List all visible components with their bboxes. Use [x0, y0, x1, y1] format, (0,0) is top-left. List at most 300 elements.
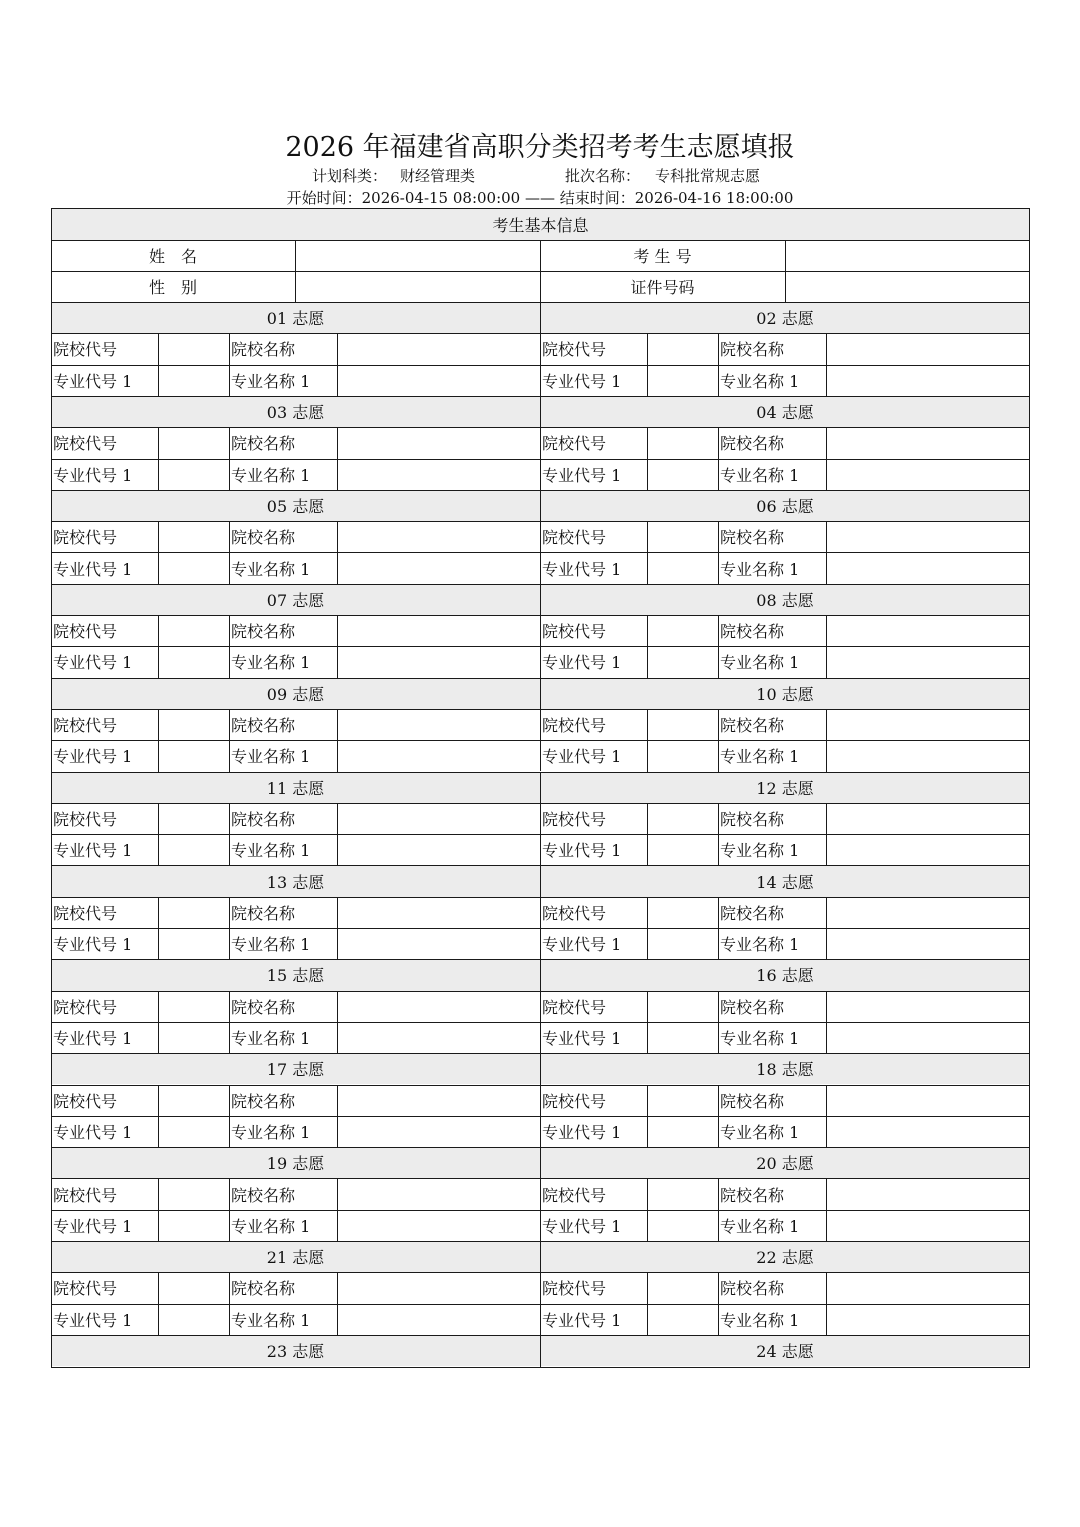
grid-line [718, 897, 719, 960]
major-code-label: 专业代号 1 [53, 841, 133, 861]
school-code-label: 院校代号 [542, 1091, 607, 1111]
grid-line [229, 991, 230, 1054]
grid-line [540, 584, 541, 678]
grid-line [51, 552, 1030, 553]
choice-header: 21 志愿 [51, 1241, 540, 1272]
grid-line [540, 959, 541, 1053]
major-name-label: 专业名称 1 [231, 935, 311, 955]
choice-header: 10 志愿 [540, 678, 1030, 709]
name-label: 姓 名 [148, 247, 197, 266]
school-name-input[interactable] [337, 615, 540, 646]
school-name-label: 院校名称 [720, 528, 785, 548]
grid-line [51, 365, 1030, 366]
major-code-input[interactable] [158, 740, 229, 771]
major-code-label: 专业代号 1 [542, 747, 622, 767]
application-form [51, 208, 1030, 1368]
major-code-input[interactable] [158, 459, 229, 490]
major-name-input[interactable] [337, 459, 540, 490]
major-name-input[interactable] [826, 552, 1030, 583]
school-code-input[interactable] [158, 897, 229, 928]
school-name-input[interactable] [337, 991, 540, 1022]
major-name-label: 专业名称 1 [720, 1029, 800, 1049]
school-code-input[interactable] [158, 615, 229, 646]
school-code-label: 院校代号 [542, 434, 607, 454]
grid-line [158, 333, 159, 396]
grid-line [158, 1178, 159, 1241]
major-name-input[interactable] [337, 646, 540, 677]
choice-header: 04 志愿 [540, 396, 1030, 427]
grid-line [647, 709, 648, 772]
grid-line [158, 427, 159, 490]
grid-line [229, 333, 230, 396]
grid-line [229, 521, 230, 584]
school-name-input[interactable] [826, 427, 1030, 458]
major-name-label: 专业名称 1 [720, 747, 800, 767]
plan-label: 计划科类： [312, 167, 388, 185]
school-code-input[interactable] [647, 1178, 718, 1209]
school-code-label: 院校代号 [53, 903, 118, 923]
school-name-label: 院校名称 [231, 622, 296, 642]
major-code-label: 专业代号 1 [542, 1310, 622, 1330]
grid-line [51, 1304, 1030, 1305]
major-code-label: 专业代号 1 [53, 465, 133, 485]
major-code-input[interactable] [158, 646, 229, 677]
grid-line [718, 333, 719, 396]
grid-line [647, 1085, 648, 1148]
grid-line [718, 991, 719, 1054]
grid-line [158, 991, 159, 1054]
school-name-input[interactable] [826, 521, 1030, 552]
choice-header: 06 志愿 [540, 490, 1030, 521]
grid-line [337, 1085, 338, 1148]
grid-line [718, 427, 719, 490]
grid-line [826, 615, 827, 678]
school-code-label: 院校代号 [53, 434, 118, 454]
school-name-input[interactable] [826, 803, 1030, 834]
school-name-input[interactable] [337, 1272, 540, 1303]
school-code-label: 院校代号 [53, 622, 118, 642]
school-code-label: 院校代号 [542, 1185, 607, 1205]
grid-line [229, 1178, 230, 1241]
major-name-label: 专业名称 1 [720, 935, 800, 955]
grid-line [51, 834, 1030, 835]
major-name-input[interactable] [826, 1022, 1030, 1053]
major-code-label: 专业代号 1 [542, 935, 622, 955]
school-code-input[interactable] [158, 1178, 229, 1209]
grid-line [158, 521, 159, 584]
choice-header: 13 志愿 [51, 865, 540, 896]
major-code-input[interactable] [158, 1116, 229, 1147]
school-code-label: 院校代号 [542, 528, 607, 548]
grid-line [51, 740, 1030, 741]
grid-line [540, 1147, 541, 1241]
school-name-label: 院校名称 [720, 1091, 785, 1111]
grid-line [337, 427, 338, 490]
grid-line [337, 1272, 338, 1335]
school-name-label: 院校名称 [231, 1185, 296, 1205]
school-name-input[interactable] [337, 521, 540, 552]
choice-header: 05 志愿 [51, 490, 540, 521]
grid-line [51, 1022, 1030, 1023]
school-code-input[interactable] [647, 521, 718, 552]
major-code-input[interactable] [158, 834, 229, 865]
choice-header: 07 志愿 [51, 584, 540, 615]
school-code-label: 院校代号 [53, 528, 118, 548]
grid-line [229, 1272, 230, 1335]
major-name-label: 专业名称 1 [720, 1122, 800, 1142]
choice-header: 24 志愿 [540, 1335, 1030, 1366]
school-name-label: 院校名称 [720, 903, 785, 923]
school-name-label: 院校名称 [231, 528, 296, 548]
grid-line [540, 240, 541, 302]
school-code-input[interactable] [647, 615, 718, 646]
grid-line [647, 615, 648, 678]
school-name-input[interactable] [337, 803, 540, 834]
major-code-input[interactable] [647, 928, 718, 959]
school-name-label: 院校名称 [231, 903, 296, 923]
choice-header: 23 志愿 [51, 1335, 540, 1366]
grid-line [51, 928, 1030, 929]
grid-line [158, 1085, 159, 1148]
school-name-input[interactable] [826, 1085, 1030, 1116]
grid-line [540, 1053, 541, 1147]
major-name-label: 专业名称 1 [720, 559, 800, 579]
major-code-input[interactable] [647, 1304, 718, 1335]
grid-line [51, 1178, 1030, 1179]
school-code-input[interactable] [647, 333, 718, 364]
school-name-input[interactable] [826, 1178, 1030, 1209]
major-code-label: 专业代号 1 [542, 1216, 622, 1236]
school-name-input[interactable] [337, 1178, 540, 1209]
major-name-input[interactable] [826, 646, 1030, 677]
gender-field[interactable] [295, 271, 540, 302]
grid-line [337, 615, 338, 678]
grid-line [1029, 208, 1030, 1368]
grid-line [826, 1272, 827, 1335]
choice-header: 09 志愿 [51, 678, 540, 709]
major-code-input[interactable] [158, 928, 229, 959]
grid-line [540, 1241, 541, 1335]
grid-line [337, 897, 338, 960]
id-label: 证件号码 [630, 278, 695, 297]
grid-line [826, 709, 827, 772]
major-code-label: 专业代号 1 [542, 841, 622, 861]
major-name-label: 专业名称 1 [231, 1029, 311, 1049]
grid-line [51, 803, 1030, 804]
major-name-label: 专业名称 1 [231, 653, 311, 673]
school-name-label: 院校名称 [720, 997, 785, 1017]
major-code-label: 专业代号 1 [53, 935, 133, 955]
major-name-label: 专业名称 1 [720, 1310, 800, 1330]
school-code-label: 院校代号 [542, 716, 607, 736]
major-code-input[interactable] [647, 646, 718, 677]
grid-line [718, 1085, 719, 1148]
grid-line [647, 803, 648, 866]
school-code-input[interactable] [158, 333, 229, 364]
major-name-label: 专业名称 1 [231, 841, 311, 861]
school-name-input[interactable] [826, 709, 1030, 740]
choice-header: 12 志愿 [540, 772, 1030, 803]
choice-header: 16 志愿 [540, 959, 1030, 990]
plan-batch-line [0, 165, 1080, 187]
plan-value: 财经管理类 [400, 167, 476, 185]
major-name-label: 专业名称 1 [720, 841, 800, 861]
school-code-label: 院校代号 [53, 809, 118, 829]
school-code-input[interactable] [158, 1272, 229, 1303]
major-name-label: 专业名称 1 [231, 465, 311, 485]
grid-line [647, 897, 648, 960]
grid-line [51, 897, 1030, 898]
grid-line [540, 302, 541, 396]
major-name-input[interactable] [826, 834, 1030, 865]
grid-line [229, 427, 230, 490]
choice-header: 11 志愿 [51, 772, 540, 803]
major-code-input[interactable] [158, 1210, 229, 1241]
school-name-input[interactable] [826, 333, 1030, 364]
grid-line [158, 1272, 159, 1335]
major-name-input[interactable] [337, 1210, 540, 1241]
major-name-label: 专业名称 1 [231, 1216, 311, 1236]
major-name-input[interactable] [337, 365, 540, 396]
major-code-input[interactable] [647, 459, 718, 490]
grid-line [51, 521, 1030, 522]
grid-line [826, 897, 827, 960]
school-code-input[interactable] [158, 709, 229, 740]
major-code-input[interactable] [647, 552, 718, 583]
grid-line [647, 991, 648, 1054]
grid-line [826, 521, 827, 584]
grid-line [647, 333, 648, 396]
major-code-input[interactable] [647, 1022, 718, 1053]
major-name-input[interactable] [337, 552, 540, 583]
school-name-input[interactable] [826, 615, 1030, 646]
grid-line [337, 521, 338, 584]
school-code-label: 院校代号 [542, 340, 607, 360]
choice-header: 08 志愿 [540, 584, 1030, 615]
school-name-label: 院校名称 [720, 809, 785, 829]
school-code-input[interactable] [647, 803, 718, 834]
major-code-input[interactable] [647, 365, 718, 396]
grid-line [337, 333, 338, 396]
major-name-label: 专业名称 1 [231, 1122, 311, 1142]
major-name-input[interactable] [337, 834, 540, 865]
school-code-label: 院校代号 [542, 1279, 607, 1299]
school-code-label: 院校代号 [53, 1185, 118, 1205]
grid-line [51, 459, 1030, 460]
major-code-input[interactable] [647, 834, 718, 865]
major-name-label: 专业名称 1 [231, 747, 311, 767]
school-code-input[interactable] [647, 1272, 718, 1303]
grid-line [647, 427, 648, 490]
major-code-input[interactable] [647, 740, 718, 771]
grid-line [826, 427, 827, 490]
grid-line [540, 490, 541, 584]
school-name-input[interactable] [337, 333, 540, 364]
school-name-label: 院校名称 [231, 340, 296, 360]
choice-header: 03 志愿 [51, 396, 540, 427]
grid-line [51, 1085, 1030, 1086]
choice-header: 14 志愿 [540, 865, 1030, 896]
major-code-label: 专业代号 1 [53, 559, 133, 579]
grid-line [337, 991, 338, 1054]
school-code-label: 院校代号 [53, 1091, 118, 1111]
grid-line [229, 709, 230, 772]
school-name-input[interactable] [337, 1085, 540, 1116]
major-code-input[interactable] [647, 1210, 718, 1241]
school-code-label: 院校代号 [542, 622, 607, 642]
grid-line [158, 615, 159, 678]
major-name-input[interactable] [337, 1116, 540, 1147]
grid-line [540, 678, 541, 772]
school-code-label: 院校代号 [53, 1279, 118, 1299]
major-code-label: 专业代号 1 [542, 653, 622, 673]
school-code-input[interactable] [158, 991, 229, 1022]
grid-line [718, 803, 719, 866]
choice-header: 20 志愿 [540, 1147, 1030, 1178]
name-field[interactable] [295, 240, 540, 271]
form-title: 2026 年福建省高职分类招考考生志愿填报 [285, 132, 795, 163]
major-code-label: 专业代号 1 [53, 1122, 133, 1142]
grid-line [718, 709, 719, 772]
grid-line [540, 1335, 541, 1368]
grid-line [647, 1178, 648, 1241]
grid-line [51, 991, 1030, 992]
school-code-label: 院校代号 [53, 716, 118, 736]
major-name-label: 专业名称 1 [231, 371, 311, 391]
major-code-label: 专业代号 1 [53, 371, 133, 391]
grid-line [826, 991, 827, 1054]
major-name-input[interactable] [826, 1304, 1030, 1335]
choice-header: 01 志愿 [51, 302, 540, 333]
school-code-input[interactable] [158, 521, 229, 552]
major-code-input[interactable] [158, 365, 229, 396]
school-name-label: 院校名称 [720, 1279, 785, 1299]
grid-line [826, 1085, 827, 1148]
school-code-input[interactable] [647, 897, 718, 928]
exam-no-label: 考 生 号 [633, 247, 692, 266]
grid-line [647, 521, 648, 584]
grid-line [826, 803, 827, 866]
id-field[interactable] [785, 271, 1030, 302]
exam-no-field[interactable] [785, 240, 1030, 271]
major-name-input[interactable] [337, 1304, 540, 1335]
school-name-input[interactable] [337, 427, 540, 458]
major-code-input[interactable] [158, 1022, 229, 1053]
grid-line [51, 615, 1030, 616]
grid-line [647, 1272, 648, 1335]
school-name-label: 院校名称 [720, 716, 785, 736]
school-code-input[interactable] [647, 427, 718, 458]
school-name-input[interactable] [337, 897, 540, 928]
major-code-input[interactable] [158, 552, 229, 583]
major-name-input[interactable] [826, 365, 1030, 396]
grid-line [51, 646, 1030, 647]
major-name-input[interactable] [826, 459, 1030, 490]
grid-line [229, 1085, 230, 1148]
choice-header: 18 志愿 [540, 1053, 1030, 1084]
major-name-input[interactable] [337, 1022, 540, 1053]
school-name-input[interactable] [826, 897, 1030, 928]
grid-line [540, 396, 541, 490]
batch-label: 批次名称： [565, 167, 641, 185]
grid-line [337, 709, 338, 772]
major-code-label: 专业代号 1 [53, 653, 133, 673]
major-code-label: 专业代号 1 [53, 747, 133, 767]
grid-line [51, 208, 52, 1368]
school-name-label: 院校名称 [231, 997, 296, 1017]
school-code-input[interactable] [647, 709, 718, 740]
major-name-input[interactable] [337, 928, 540, 959]
major-name-input[interactable] [826, 740, 1030, 771]
choice-header: 15 志愿 [51, 959, 540, 990]
school-code-input[interactable] [158, 427, 229, 458]
grid-line [158, 897, 159, 960]
school-name-label: 院校名称 [720, 622, 785, 642]
school-code-input[interactable] [158, 803, 229, 834]
grid-line [51, 709, 1030, 710]
grid-line [337, 803, 338, 866]
major-code-input[interactable] [158, 1304, 229, 1335]
grid-line [785, 240, 786, 302]
grid-line [718, 1178, 719, 1241]
grid-line [229, 615, 230, 678]
school-name-label: 院校名称 [231, 809, 296, 829]
grid-line [51, 333, 1030, 334]
school-code-input[interactable] [647, 1085, 718, 1116]
school-name-input[interactable] [826, 991, 1030, 1022]
grid-line [51, 427, 1030, 428]
major-code-label: 专业代号 1 [542, 1122, 622, 1142]
school-name-input[interactable] [826, 1272, 1030, 1303]
grid-line [337, 1178, 338, 1241]
major-name-input[interactable] [337, 740, 540, 771]
school-name-label: 院校名称 [720, 1185, 785, 1205]
school-code-label: 院校代号 [542, 809, 607, 829]
time-range: 开始时间：2026-04-15 08:00:00 —— 结束时间：2026-04-16 18:00:00 [286, 189, 794, 207]
major-code-label: 专业代号 1 [53, 1029, 133, 1049]
school-code-input[interactable] [158, 1085, 229, 1116]
school-name-label: 院校名称 [231, 716, 296, 736]
grid-line [229, 897, 230, 960]
major-code-label: 专业代号 1 [542, 465, 622, 485]
major-name-input[interactable] [826, 928, 1030, 959]
school-code-label: 院校代号 [53, 340, 118, 360]
grid-line [540, 865, 541, 959]
school-name-label: 院校名称 [720, 340, 785, 360]
batch-value: 专科批常规志愿 [655, 167, 761, 185]
school-code-input[interactable] [647, 991, 718, 1022]
grid-line [540, 772, 541, 866]
school-name-input[interactable] [337, 709, 540, 740]
grid-line [51, 208, 1030, 209]
choice-header: 02 志愿 [540, 302, 1030, 333]
school-name-label: 院校名称 [720, 434, 785, 454]
major-name-label: 专业名称 1 [720, 1216, 800, 1236]
major-name-input[interactable] [826, 1210, 1030, 1241]
choice-header: 22 志愿 [540, 1241, 1030, 1272]
grid-line [826, 333, 827, 396]
major-name-label: 专业名称 1 [720, 465, 800, 485]
grid-line [229, 803, 230, 866]
major-code-label: 专业代号 1 [542, 559, 622, 579]
grid-line [51, 1116, 1030, 1117]
gender-label: 性 别 [148, 278, 197, 297]
basic-info-header: 考生基本信息 [51, 208, 1030, 240]
major-code-input[interactable] [647, 1116, 718, 1147]
major-name-input[interactable] [826, 1116, 1030, 1147]
school-name-label: 院校名称 [231, 434, 296, 454]
school-code-label: 院校代号 [542, 997, 607, 1017]
